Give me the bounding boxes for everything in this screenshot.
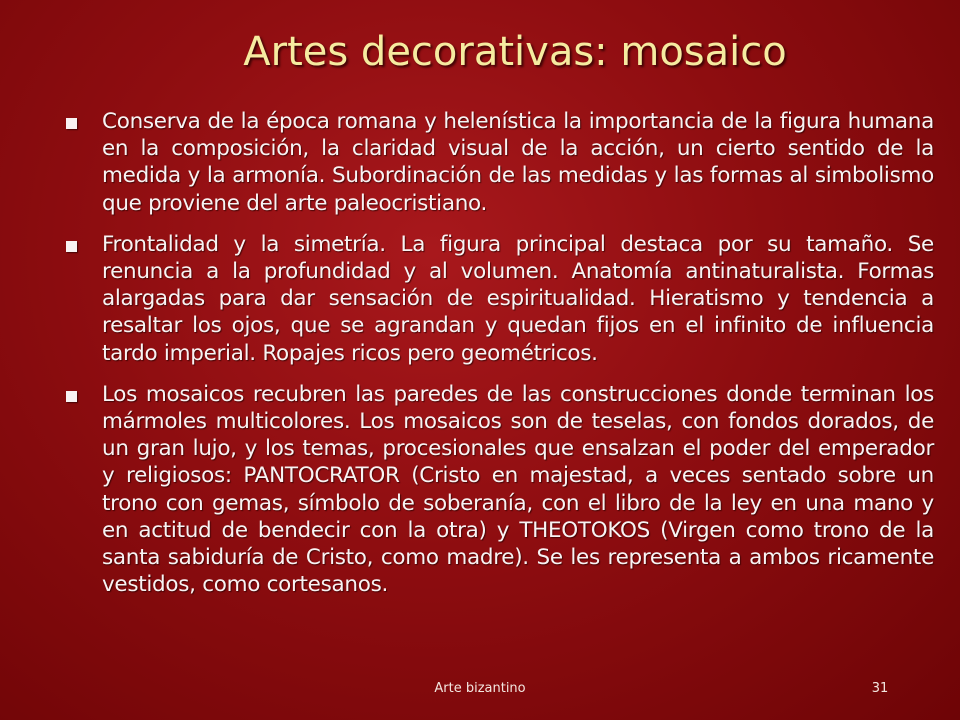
square-bullet-icon (66, 118, 77, 129)
bullet-item (62, 108, 934, 217)
slide-title: Artes decorativas: mosaico (243, 29, 787, 75)
square-bullet-icon (66, 391, 77, 402)
bullet-text: Frontalidad y la simetría. La figura principal destaca por su tamaño. Se renuncia a la profundidad y al volumen. Anatomía antinaturalista. Formas alargadas para dar sensación de espiritualidad. Hieratismo y tendencia a resaltar los ojos, que se agrandan y quedan fijos en el infinito de influencia tardo imperial. Ropajes ricos pero geométricos. (102, 231, 934, 366)
page-number: 31 (871, 681, 889, 696)
square-bullet-icon (66, 241, 77, 252)
bullet-list (62, 108, 934, 612)
footer-title: Arte bizantino (434, 681, 526, 696)
bullet-item (62, 231, 934, 367)
bullet-item (62, 381, 934, 599)
bullet-text: Conserva de la época romana y helenística la importancia de la figura humana en la composición, la claridad visual de la acción, un cierto sentido de la medida y la armonía. Subordinación de las medidas y las formas al simbolismo que proviene del arte paleocristiano. (102, 109, 934, 216)
bullet-text: Los mosaicos recubren las paredes de las construcciones donde terminan los mármoles multicolores. Los mosaicos son de teselas, con fondos dorados, de un gran lujo, y los temas, procesionales que ensalzan el poder del emperador y religiosos: PANTOCRATOR (Cristo en majestad, a veces sentado sobre un trono con gemas, símbolo de soberanía, con el libro de la ley en una mano y en actitud de bendecir con la otra) y THEOTOKOS (Virgen como trono de la santa sabiduría de Cristo, como madre). Se les representa a ambos ricamente vestidos, como cortesanos. (102, 381, 934, 598)
